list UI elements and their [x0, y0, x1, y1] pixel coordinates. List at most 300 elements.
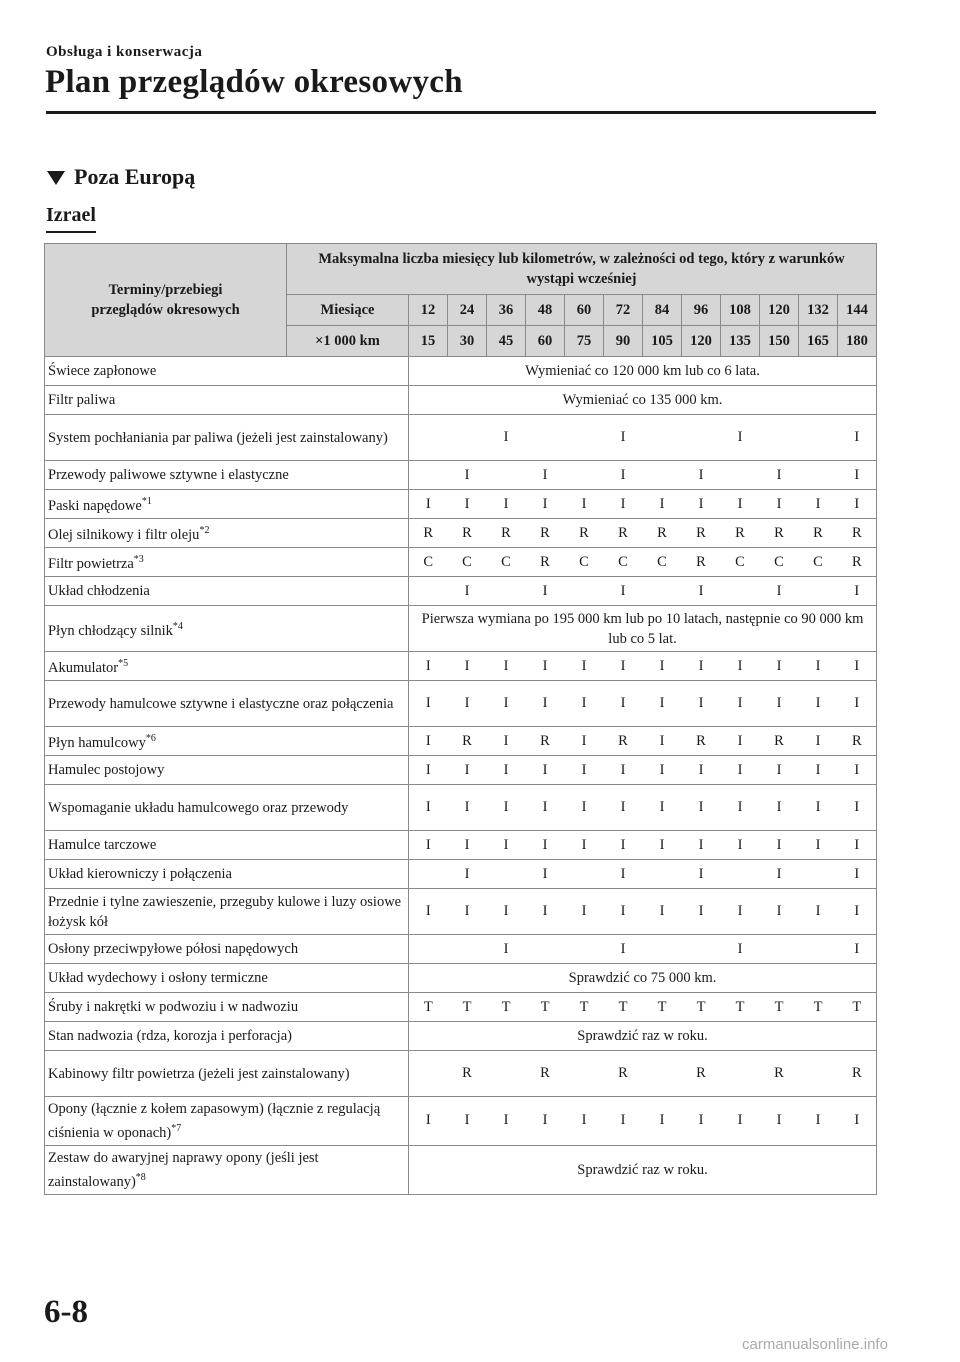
schedule-cell: I [760, 652, 799, 681]
item-label [45, 756, 409, 785]
schedule-cell: I [721, 785, 760, 831]
schedule-cell [799, 1051, 838, 1097]
km-header-cell: 45 [487, 326, 526, 357]
table-row [45, 1097, 877, 1146]
schedule-cell: I [487, 681, 526, 727]
item-label [45, 681, 409, 727]
item-label [45, 1022, 409, 1051]
item-text: System pochłaniania par paliwa (jeżeli jest zainstalowany) [48, 429, 388, 446]
schedule-cell: T [643, 993, 682, 1022]
table-row [45, 1051, 877, 1097]
item-label [45, 1051, 409, 1097]
schedule-cell: I [526, 831, 565, 860]
table-row [45, 606, 877, 652]
table-row [45, 386, 877, 415]
item-text: Układ kierowniczy i połączenia [48, 866, 232, 882]
item-text: Hamulec postojowy [48, 762, 165, 778]
schedule-cell: I [643, 727, 682, 756]
schedule-cell: I [565, 490, 604, 519]
interval-header: Maksymalna liczba miesięcy lub kilometrów, w zależności od tego, który z warunków wystąpi wcześniej [287, 244, 877, 295]
schedule-cell: I [565, 727, 604, 756]
schedule-cell: I [409, 490, 448, 519]
interval-note: Sprawdzić co 75 000 km. [409, 964, 877, 993]
schedule-cell: I [604, 860, 643, 889]
schedule-cell: R [448, 727, 487, 756]
item-text: Wspomaganie układu hamulcowego oraz przewody [48, 799, 349, 816]
interval-note: Wymieniać co 135 000 km. [409, 386, 877, 415]
schedule-cell: R [526, 519, 565, 548]
schedule-cell [643, 461, 682, 490]
schedule-cell [721, 577, 760, 606]
schedule-cell: I [682, 785, 721, 831]
month-header-cell: 144 [838, 295, 877, 326]
region-heading [47, 164, 195, 190]
schedule-cell: I [448, 889, 487, 935]
schedule-cell: I [643, 756, 682, 785]
schedule-cell: I [838, 652, 877, 681]
schedule-cell: I [448, 652, 487, 681]
schedule-cell: I [760, 577, 799, 606]
month-header-cell: 96 [682, 295, 721, 326]
schedule-cell: I [487, 831, 526, 860]
schedule-cell: I [721, 831, 760, 860]
item-label [45, 652, 409, 681]
interval-note: Sprawdzić raz w roku. [409, 1145, 877, 1194]
schedule-cell: I [409, 831, 448, 860]
item-text: Płyn chłodzący silnik [48, 622, 173, 639]
schedule-cell: I [721, 681, 760, 727]
item-label [45, 490, 409, 519]
item-label [45, 386, 409, 415]
item-text: Płyn hamulcowy [48, 734, 146, 751]
table-row [45, 964, 877, 993]
item-text: Olej silnikowy i filtr oleju [48, 526, 200, 543]
schedule-cell [799, 935, 838, 964]
footnote-marker: *6 [145, 733, 156, 745]
corner-header: Terminy/przebiegi przeglądów okresowych [45, 244, 287, 357]
table-row [45, 461, 877, 490]
item-label [45, 831, 409, 860]
schedule-cell: I [721, 756, 760, 785]
table-row [45, 831, 877, 860]
schedule-cell: I [565, 1097, 604, 1146]
schedule-cell [721, 461, 760, 490]
schedule-cell: R [604, 519, 643, 548]
month-header-cell: 84 [643, 295, 682, 326]
schedule-cell: I [604, 461, 643, 490]
schedule-cell: I [409, 756, 448, 785]
schedule-cell: I [565, 889, 604, 935]
schedule-cell: I [409, 727, 448, 756]
schedule-cell: I [448, 490, 487, 519]
schedule-cell [565, 1051, 604, 1097]
schedule-cell [682, 415, 721, 461]
table-row [45, 993, 877, 1022]
schedule-cell [487, 1051, 526, 1097]
schedule-cell: I [721, 727, 760, 756]
section-label: Obsługa i konserwacja [46, 44, 203, 60]
maintenance-schedule-table [44, 243, 877, 1195]
schedule-cell: I [760, 831, 799, 860]
schedule-cell: I [838, 889, 877, 935]
table-row [45, 1022, 877, 1051]
schedule-cell: R [721, 519, 760, 548]
schedule-cell: R [448, 1051, 487, 1097]
footnote-marker: *3 [133, 554, 144, 566]
schedule-cell [643, 860, 682, 889]
schedule-cell: I [448, 1097, 487, 1146]
schedule-cell: I [838, 490, 877, 519]
table-row [45, 357, 877, 386]
schedule-cell: I [682, 681, 721, 727]
table-row [45, 548, 877, 577]
schedule-cell: R [409, 519, 448, 548]
schedule-cell: R [565, 519, 604, 548]
schedule-cell: I [643, 652, 682, 681]
item-text: Filtr paliwa [48, 392, 116, 408]
schedule-cell: I [604, 415, 643, 461]
schedule-cell: T [526, 993, 565, 1022]
table-row [45, 519, 877, 548]
schedule-cell: I [838, 461, 877, 490]
schedule-cell [409, 415, 448, 461]
schedule-cell: I [565, 785, 604, 831]
item-text: Układ chłodzenia [48, 583, 150, 599]
schedule-cell: I [682, 577, 721, 606]
item-text: Akumulator [48, 659, 119, 676]
schedule-cell [409, 1051, 448, 1097]
schedule-cell [565, 935, 604, 964]
schedule-cell: C [721, 548, 760, 577]
schedule-cell: I [643, 490, 682, 519]
schedule-cell: I [604, 577, 643, 606]
schedule-cell [760, 415, 799, 461]
schedule-cell: I [760, 490, 799, 519]
schedule-cell [799, 461, 838, 490]
schedule-cell: I [799, 1097, 838, 1146]
table-row [45, 490, 877, 519]
schedule-cell: R [838, 1051, 877, 1097]
schedule-cell: I [565, 831, 604, 860]
schedule-cell: I [604, 785, 643, 831]
schedule-cell [409, 461, 448, 490]
item-text: Przednie i tylne zawieszenie, przeguby kulowe i luzy osiowe łożysk kół [48, 893, 402, 930]
country-underline [46, 231, 96, 233]
schedule-cell: R [526, 1051, 565, 1097]
item-text: Kabinowy filtr powietrza (jeżeli jest zainstalowany) [48, 1065, 350, 1082]
schedule-cell: I [721, 935, 760, 964]
schedule-cell: I [682, 756, 721, 785]
schedule-cell [565, 415, 604, 461]
schedule-cell: R [604, 727, 643, 756]
item-label [45, 727, 409, 756]
month-header-cell: 108 [721, 295, 760, 326]
schedule-cell [799, 415, 838, 461]
schedule-cell: I [760, 889, 799, 935]
item-text: Hamulce tarczowe [48, 837, 157, 853]
schedule-cell: C [643, 548, 682, 577]
schedule-cell [643, 1051, 682, 1097]
km-header-cell: 30 [448, 326, 487, 357]
month-header-cell: 12 [409, 295, 448, 326]
schedule-cell: I [721, 415, 760, 461]
month-header-cell: 132 [799, 295, 838, 326]
table-row [45, 415, 877, 461]
schedule-cell: T [565, 993, 604, 1022]
schedule-cell: R [799, 519, 838, 548]
item-label [45, 357, 409, 386]
schedule-cell: I [799, 681, 838, 727]
item-label [45, 548, 409, 577]
schedule-cell: I [526, 785, 565, 831]
schedule-cell [760, 935, 799, 964]
item-label [45, 993, 409, 1022]
item-text: Paski napędowe [48, 497, 142, 514]
schedule-cell: I [799, 889, 838, 935]
schedule-cell [526, 935, 565, 964]
schedule-cell: I [487, 652, 526, 681]
schedule-cell: I [721, 889, 760, 935]
footnote-marker: *4 [172, 620, 183, 632]
schedule-cell [526, 415, 565, 461]
schedule-cell: C [799, 548, 838, 577]
schedule-cell: I [487, 490, 526, 519]
item-text: Przewody hamulcowe sztywne i elastyczne oraz połączenia [48, 695, 394, 712]
schedule-cell: I [526, 577, 565, 606]
schedule-cell: I [838, 831, 877, 860]
month-header-cell: 48 [526, 295, 565, 326]
schedule-cell: I [604, 681, 643, 727]
schedule-cell: T [409, 993, 448, 1022]
schedule-cell [799, 860, 838, 889]
schedule-cell: T [838, 993, 877, 1022]
schedule-cell: I [643, 681, 682, 727]
schedule-cell: I [760, 1097, 799, 1146]
schedule-cell [643, 935, 682, 964]
item-label [45, 577, 409, 606]
km-header-cell: 105 [643, 326, 682, 357]
schedule-cell: T [448, 993, 487, 1022]
months-label: Miesiące [287, 295, 409, 326]
schedule-cell: T [760, 993, 799, 1022]
schedule-cell: I [643, 831, 682, 860]
item-label [45, 785, 409, 831]
schedule-cell: I [799, 785, 838, 831]
km-header-cell: 60 [526, 326, 565, 357]
schedule-cell: I [448, 577, 487, 606]
schedule-cell: R [682, 519, 721, 548]
schedule-cell [565, 461, 604, 490]
schedule-cell [721, 860, 760, 889]
footnote-marker: *5 [118, 658, 129, 670]
schedule-cell [409, 935, 448, 964]
region-heading-text: Poza Europą [74, 164, 196, 189]
schedule-cell: R [448, 519, 487, 548]
schedule-cell [565, 860, 604, 889]
schedule-cell: I [760, 860, 799, 889]
table-row [45, 860, 877, 889]
schedule-cell [409, 860, 448, 889]
month-header-cell: 36 [487, 295, 526, 326]
schedule-cell: I [604, 889, 643, 935]
schedule-cell: I [721, 490, 760, 519]
schedule-cell: T [487, 993, 526, 1022]
page-number: 6-8 [44, 1294, 88, 1330]
item-text: Stan nadwozia (rdza, korozja i perforacja) [48, 1028, 292, 1044]
item-text: Układ wydechowy i osłony termiczne [48, 970, 268, 986]
item-text: Śruby i nakrętki w podwoziu i w nadwoziu [48, 999, 299, 1015]
schedule-cell: I [760, 785, 799, 831]
km-header-cell: 150 [760, 326, 799, 357]
schedule-cell: R [838, 727, 877, 756]
schedule-cell: I [799, 727, 838, 756]
schedule-cell: I [643, 889, 682, 935]
schedule-cell: R [526, 548, 565, 577]
schedule-cell: I [409, 681, 448, 727]
schedule-cell: I [487, 935, 526, 964]
item-label [45, 606, 409, 652]
schedule-cell: I [448, 860, 487, 889]
schedule-cell: R [838, 519, 877, 548]
item-label [45, 860, 409, 889]
schedule-cell: I [448, 461, 487, 490]
schedule-cell: I [604, 756, 643, 785]
schedule-cell: I [643, 1097, 682, 1146]
schedule-cell: I [526, 860, 565, 889]
schedule-cell: I [526, 889, 565, 935]
schedule-cell: C [409, 548, 448, 577]
schedule-cell [487, 577, 526, 606]
item-label [45, 889, 409, 935]
schedule-cell: C [604, 548, 643, 577]
month-header-cell: 72 [604, 295, 643, 326]
interval-note: Pierwsza wymiana po 195 000 km lub po 10 latach, następnie co 90 000 km lub co 5 lat. [409, 606, 877, 652]
schedule-cell: I [448, 681, 487, 727]
schedule-cell [487, 461, 526, 490]
km-header-cell: 90 [604, 326, 643, 357]
schedule-cell: I [838, 756, 877, 785]
schedule-cell [643, 577, 682, 606]
schedule-cell: R [604, 1051, 643, 1097]
table-row [45, 681, 877, 727]
schedule-cell: C [448, 548, 487, 577]
schedule-cell: I [682, 652, 721, 681]
schedule-cell: I [526, 461, 565, 490]
table-row [45, 652, 877, 681]
schedule-cell: I [409, 1097, 448, 1146]
schedule-cell: R [760, 1051, 799, 1097]
schedule-cell: I [526, 1097, 565, 1146]
schedule-cell [682, 935, 721, 964]
schedule-cell: R [838, 548, 877, 577]
schedule-cell: I [526, 681, 565, 727]
item-text: Filtr powietrza [48, 555, 134, 572]
schedule-cell: I [838, 785, 877, 831]
schedule-cell: I [448, 756, 487, 785]
item-text: Przewody paliwowe sztywne i elastyczne [48, 467, 289, 483]
footnote-marker: *1 [141, 496, 152, 508]
item-label [45, 935, 409, 964]
schedule-cell: R [760, 727, 799, 756]
schedule-cell: R [760, 519, 799, 548]
item-label [45, 461, 409, 490]
schedule-cell: I [526, 756, 565, 785]
schedule-cell: I [682, 831, 721, 860]
item-label [45, 1145, 409, 1194]
schedule-cell [643, 415, 682, 461]
schedule-cell: C [487, 548, 526, 577]
km-header-cell: 75 [565, 326, 604, 357]
schedule-cell: I [604, 652, 643, 681]
schedule-cell [721, 1051, 760, 1097]
schedule-cell: I [838, 681, 877, 727]
watermark: carmanualsonline.info [742, 1336, 888, 1353]
schedule-cell: I [604, 1097, 643, 1146]
schedule-cell: T [799, 993, 838, 1022]
schedule-cell: I [487, 889, 526, 935]
item-label [45, 519, 409, 548]
table-row [45, 727, 877, 756]
schedule-cell: I [838, 860, 877, 889]
km-header-cell: 165 [799, 326, 838, 357]
schedule-cell: I [760, 461, 799, 490]
schedule-cell: I [682, 860, 721, 889]
month-header-cell: 24 [448, 295, 487, 326]
schedule-cell: I [487, 756, 526, 785]
schedule-cell [448, 935, 487, 964]
footnote-marker: *2 [199, 525, 210, 537]
schedule-cell [565, 577, 604, 606]
item-label [45, 415, 409, 461]
schedule-cell: I [721, 1097, 760, 1146]
km-label: ×1 000 km [287, 326, 409, 357]
km-header-cell: 135 [721, 326, 760, 357]
interval-note: Sprawdzić raz w roku. [409, 1022, 877, 1051]
item-text: Osłony przeciwpyłowe półosi napędowych [48, 941, 299, 957]
schedule-cell: I [799, 756, 838, 785]
table-row [45, 577, 877, 606]
schedule-cell: I [565, 652, 604, 681]
schedule-cell: I [487, 727, 526, 756]
schedule-cell [799, 577, 838, 606]
schedule-cell: I [682, 1097, 721, 1146]
schedule-cell: T [604, 993, 643, 1022]
schedule-cell: I [838, 415, 877, 461]
schedule-cell: I [604, 935, 643, 964]
schedule-cell: R [643, 519, 682, 548]
schedule-cell: I [838, 1097, 877, 1146]
item-label [45, 1097, 409, 1146]
schedule-cell: I [799, 490, 838, 519]
schedule-cell [487, 860, 526, 889]
schedule-cell: I [760, 756, 799, 785]
schedule-cell: I [838, 577, 877, 606]
schedule-cell: I [487, 415, 526, 461]
schedule-cell: I [409, 889, 448, 935]
table-row [45, 1145, 877, 1194]
schedule-cell: I [838, 935, 877, 964]
schedule-cell: I [487, 1097, 526, 1146]
schedule-cell: I [604, 490, 643, 519]
schedule-cell: I [760, 681, 799, 727]
schedule-cell: R [682, 548, 721, 577]
month-header-cell: 60 [565, 295, 604, 326]
schedule-cell: I [526, 490, 565, 519]
schedule-cell: I [682, 889, 721, 935]
schedule-cell: R [682, 727, 721, 756]
schedule-cell: I [565, 756, 604, 785]
km-header-cell: 120 [682, 326, 721, 357]
